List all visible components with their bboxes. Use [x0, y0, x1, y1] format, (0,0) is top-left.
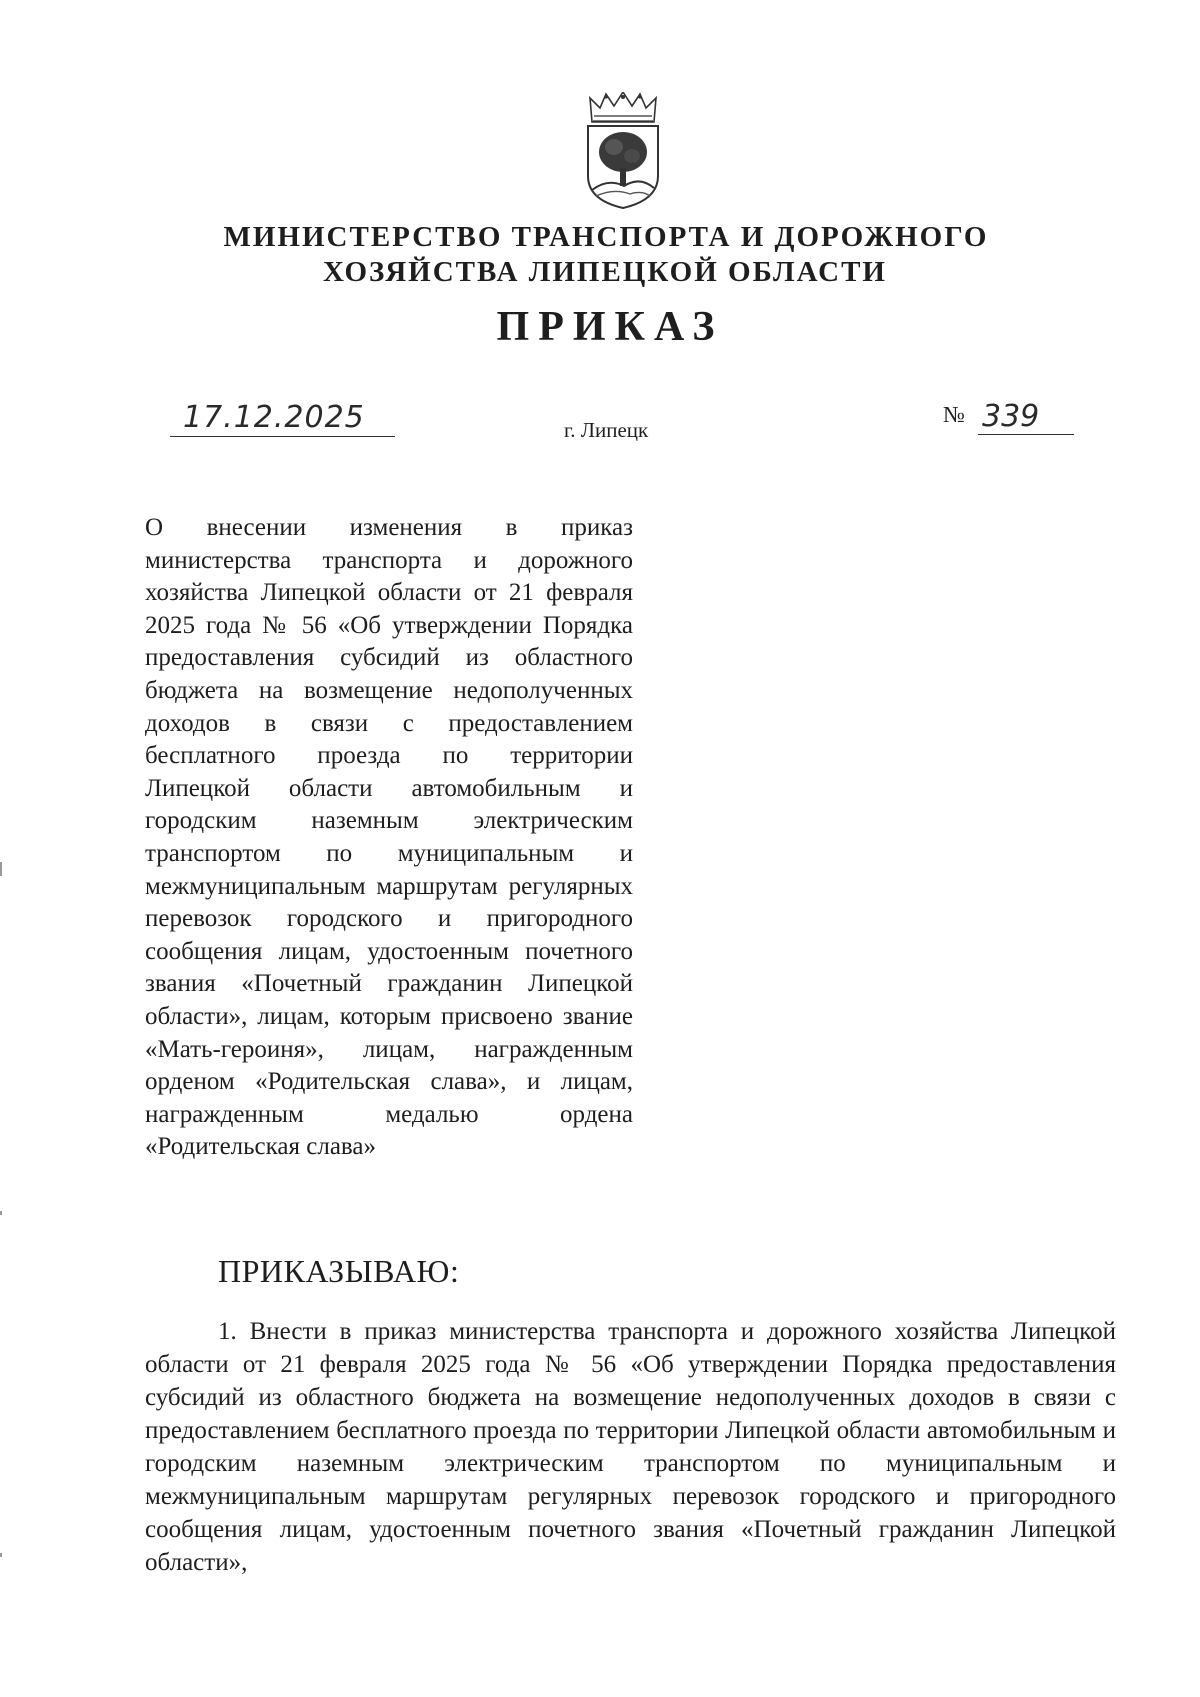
order-number: 339 [982, 399, 1040, 434]
city-label: г. Липецк [564, 418, 649, 442]
order-directive-word: ПРИКАЗЫВАЮ: [218, 1253, 460, 1289]
scan-edge-mark [0, 1553, 2, 1557]
scan-edge-mark [0, 862, 2, 876]
number-sign: № [943, 402, 965, 427]
order-subject: О внесении изменения в приказ министерства транспорта и дорожного хозяйства Липецкой области от 21 февраля 2025 года № 56 «Об утверждении Порядка предоставления субсидий из областного бюджета на возмещение недополученных доходов в связи с предоставлением бесплатного проезда по территории Липецкой области автомобильным и городским наземным электрическим транспортом по муниципальным и межмуниципальным маршрутам регулярных перевозок городского и пригородного сообщения лицам, удостоенным почетного звания «Почетный гражданин Липецкой области», лицам, которым присвоено звание «Мать-героиня», лицам, награжденным орденом «Родительская слава», и лицам, награжденным медалью ордена «Родительская слава» [145, 514, 633, 1161]
document-type-label: ПРИКАЗ [496, 304, 724, 350]
scan-edge-mark [0, 1211, 2, 1215]
order-date: 17.12.2025 [183, 400, 365, 435]
lipetsk-coat-of-arms-icon [584, 92, 662, 210]
document-type-title [0, 303, 1200, 351]
ministry-name [0, 220, 1200, 290]
ministry-line-2: ХОЗЯЙСТВА ЛИПЕЦКОЙ ОБЛАСТИ [323, 256, 887, 288]
body-paragraph-1: 1. Внести в приказ министерства транспорта и дорожного хозяйства Липецкой области от 21 февраля 2025 года № 56 «Об утверждении Порядка предоставления субсидий из областного бюджета на возмещение недополученных доходов в связи с предоставлением бесплатного проезда по территории Липецкой области автомобильным и городским наземным электрическим транспортом по муниципальным и межмуниципальным маршрутам регулярных перевозок городского и пригородного сообщения лицам, удостоенным почетного звания «Почетный гражданин Липецкой области», [145, 1318, 1116, 1576]
ministry-line-1: МИНИСТЕРСТВО ТРАНСПОРТА И ДОРОЖНОГО [223, 221, 989, 253]
order-body [145, 1315, 1116, 1579]
